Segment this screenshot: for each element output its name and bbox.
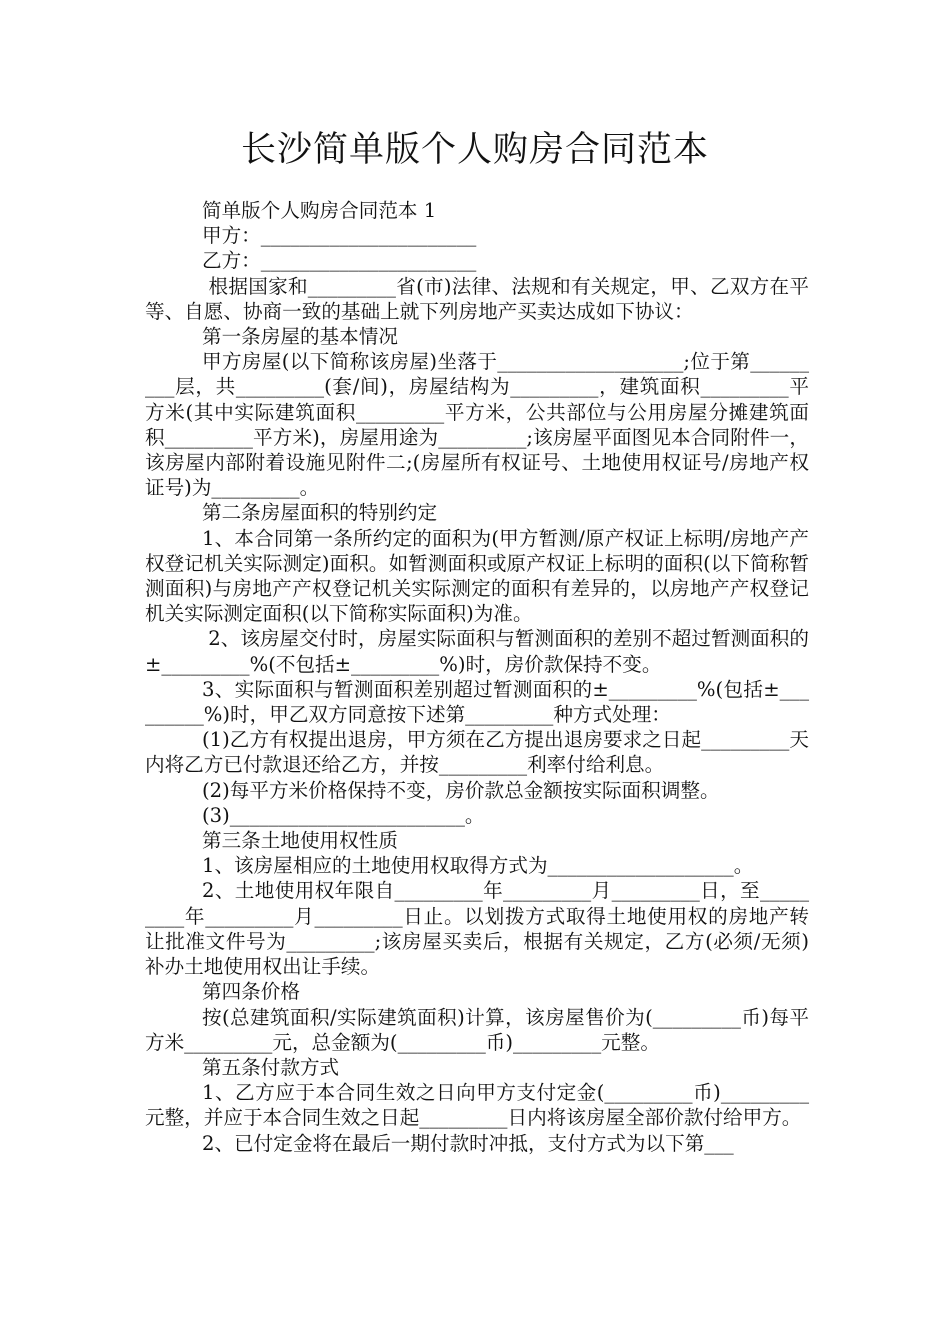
paragraph-option-3: (3)________________________。 (202, 803, 485, 827)
document-title: 长沙简单版个人购房合同范本 (240, 130, 709, 170)
paragraph-property-info: 甲方房屋(以下简称该房屋)坐落于___________________;位于第_________层，共_________(套/间)，房屋结构为_________，建筑面积_________平方米(其中实际建筑面积_________平方米，公共部位与公用房屋分摊建筑面积_________平方米)，房屋用途为_________;该房屋平面图见本合同附件一，该房屋内部附着设施见附件二;(房屋所有权证号、土地使用权证号/房地产权证号)为_________。 (145, 350, 809, 500)
article-heading-5: 第五条付款方式 (202, 1055, 340, 1079)
paragraph-option-1: (1)乙方有权提出退房，甲方须在乙方提出退房要求之日起_________天内将乙方已付款退还给乙方，并按_________利率付给利息。 (145, 728, 809, 777)
paragraph-preamble: 根据国家和_________省(市)法律、法规和有关规定，甲、乙双方在平等、自愿、协商一致的基础上就下列房地产买卖达成如下协议： (145, 274, 809, 323)
paragraph-price: 按(总建筑面积/实际建筑面积)计算，该房屋售价为(_________币)每平方米_________元，总金额为(_________币)_________元整。 (145, 1005, 809, 1054)
paragraph-land-clause-2: 2、土地使用权年限自_________年_________月_________日，至_________年_________月_________日止。以划拨方式取得土地使用权的房地产转让批准文件号为_________;该房屋买卖后，根据有关规定，乙方(必须/无须)补办土地使用权出让手续。 (145, 879, 809, 979)
paragraph-payment-clause-2: 2、已付定金将在最后一期付款时冲抵，支付方式为以下第___ (202, 1131, 734, 1155)
article-heading-4: 第四条价格 (202, 980, 300, 1004)
paragraph-payment-clause-1: 1、乙方应于本合同生效之日向甲方支付定金(_________币)_________元整，并应于本合同生效之日起_________日内将该房屋全部价款付给甲方。 (145, 1081, 809, 1130)
article-heading-1: 第一条房屋的基本情况 (202, 325, 398, 349)
paragraph-area-clause-2: 2、该房屋交付时，房屋实际面积与暂测面积的差别不超过暂测面积的±_________%(不包括±_________%)时，房价款保持不变。 (145, 627, 809, 676)
document-body (145, 198, 809, 1156)
paragraph-area-clause-3: 3、实际面积与暂测面积差别超过暂测面积的±_________%(包括±_________%)时，甲乙双方同意按下述第_________种方式处理： (145, 677, 809, 727)
paragraph-party-a: 甲方：______________________ (202, 224, 477, 248)
paragraph-subtitle: 简单版个人购房合同范本 1 (202, 199, 437, 222)
paragraph-land-clause-1: 1、该房屋相应的土地使用权取得方式为___________________。 (202, 854, 754, 878)
article-heading-2: 第二条房屋面积的特别约定 (202, 501, 438, 525)
article-heading-3: 第三条土地使用权性质 (202, 829, 398, 853)
paragraph-party-b: 乙方：______________________ (202, 249, 477, 273)
paragraph-option-2: (2)每平方米价格保持不变，房价款总金额按实际面积调整。 (202, 778, 720, 802)
paragraph-area-clause-1: 1、本合同第一条所约定的面积为(甲方暂测/原产权证上标明/房地产产权登记机关实际测定)面积。如暂测面积或原产权证上标明的面积(以下简称暂测面积)与房地产产权登记机关实际测定的面积有差异的，以房地产产权登记机关实际测定面积(以下简称实际面积)为准。 (145, 526, 809, 626)
